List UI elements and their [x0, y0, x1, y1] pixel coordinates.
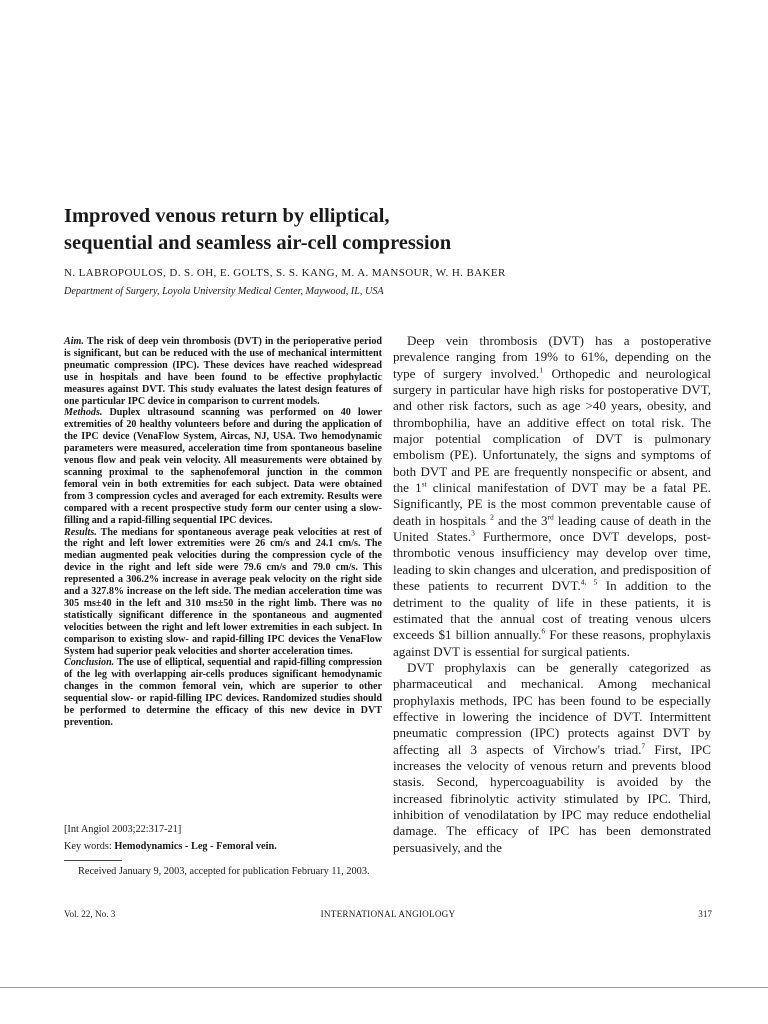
results-text: The medians for spontaneous average peak velocities at rest of the right and left lower extremities were 26 cm/s and 24.1 cm/s. The median augmented peak velocities during the compression cycle of the device in the right and left side were 79.6 cm/s and 79.0 cm/s. This represented a 306.2% increase in average peak velocity on the right side and a 327.8% increase on the left side. The median acceleration time was 305 ms±40 in the left and 310 ms±50 in the right limb. There was no statistically significant difference in the spontaneous and augmented velocities between the right and left lower extremities in each subject. In comparison to existing slow- and rapid-filling IPC devices the VenaFlow System had superior peak velocities and shorter acceleration times. — [64, 526, 382, 657]
article-title — [64, 203, 704, 257]
keywords-label: Key words: — [64, 841, 115, 852]
aim-text: The risk of deep vein thrombosis (DVT) in the perioperative period is significant, but can be reduced with the use of mechanical intermittent pneumatic compression (IPC). These devices have reached widespread use in hospitals and have been found to be effective prophylactic measures against DVT. This study evaluates the latest design features of one particular IPC device in comparison to current models. — [64, 336, 382, 407]
reference-superscript: 7 — [641, 741, 646, 751]
reference-superscript: 1 — [539, 365, 544, 375]
abstract-aim — [64, 336, 382, 407]
page-footer — [64, 908, 712, 922]
title-line-1: Improved venous return by elliptical, — [64, 205, 390, 227]
received-date-note: Received January 9, 2003, accepted for publication February 11, 2003. — [78, 866, 370, 877]
keywords — [64, 840, 382, 853]
page-number: 317 — [698, 909, 712, 919]
conclusion-label: Conclusion. — [64, 657, 115, 669]
abstract-methods — [64, 407, 382, 526]
citation: [Int Angiol 2003;22:317-21] — [64, 824, 182, 835]
body-paragraph-2: DVT prophylaxis can be generally categorized as pharmaceutical and mechanical. Among mechanical prophylaxis methods, IPC has been found to be especially effective in lowering the incidence of DVT. Intermittent pneumatic compression (IPC) protects against DVT by affecting all 3 aspects of Virchow's triad.$^7$ First, IPC increases the velocity of venous return and prevents blood stasis. Second, hypercoaguability is avoided by the increased fibrinolytic activity stimulated by IPC. Third, inhibition of venodilatation by IPC may reduce endothelial damage. The efficacy of IPC has been demonstrated persuasively, and the — [393, 659, 711, 855]
footnote-divider — [64, 860, 122, 861]
keywords-list: Hemodynamics - Leg - Femoral vein. — [114, 841, 277, 852]
abstract-results — [64, 527, 382, 658]
abstract-conclusion — [64, 657, 382, 728]
scan-edge-line — [0, 987, 768, 988]
reference-superscript: 2 — [490, 512, 494, 522]
volume-issue: Vol. 22, No. 3 — [64, 909, 116, 919]
title-line-2: sequential and seamless air-cell compression — [64, 232, 452, 254]
aim-label: Aim. — [64, 336, 84, 347]
reference-superscript: 3 — [471, 528, 475, 538]
abstract — [64, 336, 382, 729]
methods-label: Methods. — [64, 407, 103, 419]
results-label: Results. — [64, 526, 97, 538]
ordinal-superscript: st — [421, 479, 427, 489]
conclusion-text: The use of elliptical, sequential and rapid-filling compression of the leg with overlapping air-cells produces significant hemodynamic changes in the common femoral vein, which are superior to other sequential slow- or rapid-filling IPC devices. Randomized studies should be performed to determine the efficacy of this new device in DVT prevention. — [64, 657, 382, 728]
journal-name: INTERNATIONAL ANGIOLOGY — [320, 909, 456, 919]
body-paragraph-1: Deep vein thrombosis (DVT) has a postoperative prevalence ranging from 19% to 61%, depending on the type of surgery involved.$^1$ Orthopedic and neurological surgery in particular have high risks for postoperative DVT, and other risk factors, such as age >40 years, obesity, and thrombophilia, have an additive effect on total risk. The major potential complication of DVT is pulmonary embolism (PE). Unfortunately, the signs and symptoms of both DVT and PE are frequently nonspecific or absent, and the 1st clinical manifestation of DVT may be a fatal PE. Significantly, PE is the most common preventable cause of death in hospitals $^2$ and the 3rd leading cause of death in the United States.$^3$ Furthermore, once DVT develops, post-thrombotic venous insufficiency may develop over time, leading to skin changes and ulceration, and predisposition of these patients to recurrent DVT.$^{4, 5}$ In addition to the detriment to the quality of life in these patients, it is estimated that the annual cost of treating venous ulcers exceeds $1 billion annually.$^6$ For these reasons, prophylaxis against DVT is essential for surgical patients. — [393, 333, 712, 659]
reference-superscript: 6 — [541, 626, 546, 636]
body-text — [393, 333, 711, 856]
methods-text: Duplex ultrasound scanning was performed on 40 lower extremities of 20 healthy volunteers before and during the application of the IPC device (VenaFlow System, Aircas, NJ, USA. Two hemodynamic parameters were measured, acceleration time from spontaneous baseline venous flow and peak vein velocity. All measurements were obtained by scanning proximal to the saphenofemoral junction in the common femoral vein in both extremities for each subject. Data were obtained from 3 compression cycles and averaged for each extremity. Results were compared with a recent prospective study form our center using a slow-filling and a rapid-filling sequential IPC devices. — [64, 407, 382, 526]
reference-superscript: 4, 5 — [580, 577, 598, 587]
ordinal-superscript: rd — [547, 512, 554, 522]
author-list: N. LABROPOULOS, D. S. OH, E. GOLTS, S. S. KANG, M. A. MANSOUR, W. H. BAKER — [64, 267, 506, 279]
affiliation: Department of Surgery, Loyola University Medical Center, Maywood, IL, USA — [64, 286, 384, 297]
